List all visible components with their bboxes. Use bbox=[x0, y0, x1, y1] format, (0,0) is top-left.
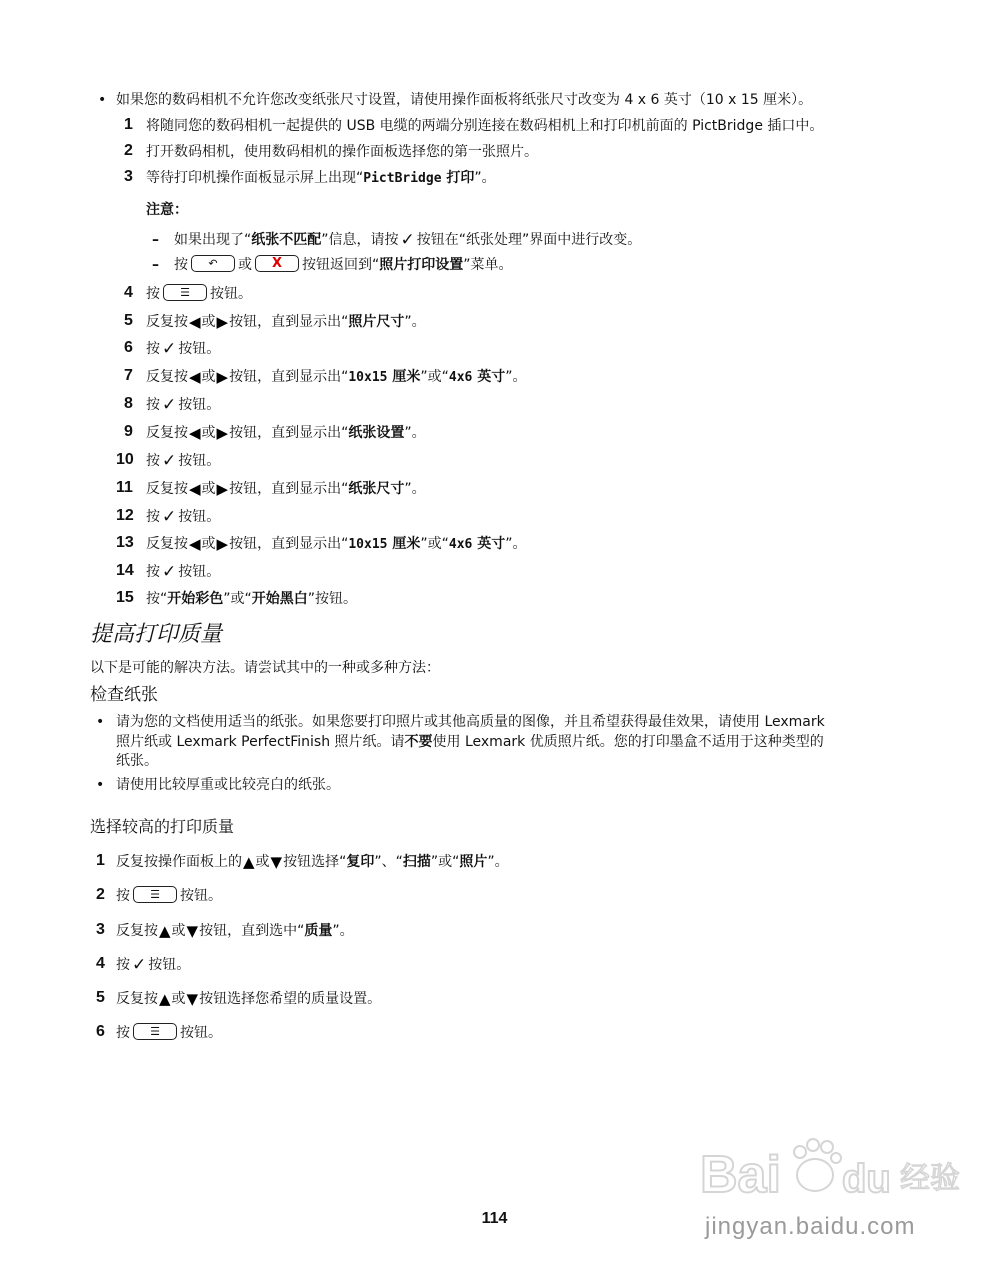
page-number: 114 bbox=[481, 1210, 508, 1227]
menu-button-icon: ☰ bbox=[133, 886, 177, 903]
step-number: 1 bbox=[96, 852, 105, 869]
left-arrow-icon: ◀ bbox=[189, 313, 201, 331]
step-number: 9 bbox=[124, 423, 133, 440]
svg-text:经验: 经验 bbox=[900, 1161, 960, 1196]
check-icon: ✓ bbox=[400, 230, 415, 250]
up-arrow-icon: ▲ bbox=[159, 922, 171, 940]
step-text: 按 ✓ 按钮。 bbox=[146, 395, 221, 415]
step-text: 反复按◀或▶按钮，直到显示出“纸张尺寸”。 bbox=[146, 480, 426, 498]
step-number: 4 bbox=[124, 284, 133, 301]
check-paper-text-line2: 照片纸或 Lexmark PerfectFinish 照片纸。请不要使用 Lexmark 优质照片纸。您的打印墨盒不适用于这种类型的 bbox=[116, 734, 824, 750]
up-arrow-icon: ▲ bbox=[159, 990, 171, 1008]
svg-text:Bai: Bai bbox=[700, 1146, 781, 1204]
step-text: 反复按◀或▶按钮，直到显示出“纸张设置”。 bbox=[146, 424, 426, 442]
menu-button-icon: ☰ bbox=[163, 284, 207, 301]
step-text: 按 ☰ 按钮。 bbox=[116, 887, 222, 904]
step-number: 8 bbox=[124, 395, 133, 412]
intro-bullet-text: 如果您的数码相机不允许您改变纸张尺寸设置，请使用操作面板将纸张尺寸改变为 4 x 6 英寸（10 x 15 厘米）。 bbox=[116, 92, 813, 108]
right-arrow-icon: ▶ bbox=[216, 480, 229, 498]
check-icon: ✓ bbox=[162, 451, 177, 471]
step-number: 6 bbox=[124, 339, 133, 356]
step-text: 反复按操作面板上的▲或▼按钮选择“复印”、“扫描”或“照片”。 bbox=[116, 853, 509, 871]
bullet-dot: • bbox=[96, 714, 105, 730]
right-arrow-icon: ▶ bbox=[216, 424, 229, 442]
step-number: 2 bbox=[96, 886, 105, 903]
note-item-1: 如果出现了“纸张不匹配”信息，请按 ✓ 按钮在“纸张处理”界面中进行改变。 bbox=[174, 230, 642, 250]
step-text: 反复按◀或▶按钮，直到显示出“10x15 厘米”或“4x6 英寸”。 bbox=[146, 535, 527, 553]
section-title: 提高打印质量 bbox=[90, 621, 223, 646]
bullet-dot: • bbox=[96, 777, 105, 793]
check-paper-text-line1: 请为您的文档使用适当的纸张。如果您要打印照片或其他高质量的图像，并且希望获得最佳效果，请使用 Lexmark bbox=[116, 714, 825, 730]
down-arrow-icon: ▼ bbox=[186, 990, 199, 1008]
note-item-2: 按 ↶ 或 X 按钮返回到“照片打印设置”菜单。 bbox=[174, 255, 513, 273]
up-arrow-icon: ▲ bbox=[243, 853, 255, 871]
step-number: 7 bbox=[124, 367, 133, 384]
step-text: 将随同您的数码相机一起提供的 USB 电缆的两端分别连接在数码相机上和打印机前面的 PictBridge 插口中。 bbox=[146, 118, 824, 134]
step-text: 按 ☰ 按钮。 bbox=[116, 1024, 222, 1041]
step-number: 14 bbox=[116, 562, 134, 579]
check-icon: ✓ bbox=[132, 955, 147, 975]
step-text: 按 ☰ 按钮。 bbox=[146, 285, 252, 302]
step-text: 按 ✓ 按钮。 bbox=[146, 507, 221, 527]
left-arrow-icon: ◀ bbox=[189, 480, 201, 498]
step-text: 按 ✓ 按钮。 bbox=[146, 339, 221, 359]
check-paper-text-line3: 纸张。 bbox=[116, 753, 158, 769]
step-number: 12 bbox=[116, 507, 134, 524]
cancel-button-icon: X bbox=[255, 255, 299, 272]
bullet-dot: • bbox=[98, 92, 107, 108]
down-arrow-icon: ▼ bbox=[270, 853, 283, 871]
subsection-title-quality: 选择较高的打印质量 bbox=[90, 817, 235, 836]
svg-text:du: du bbox=[842, 1157, 891, 1201]
step-number: 3 bbox=[96, 921, 105, 938]
step-number: 11 bbox=[116, 479, 133, 496]
step-number: 6 bbox=[96, 1023, 105, 1040]
subsection-title-check-paper: 检查纸张 bbox=[90, 685, 158, 705]
step-text: 反复按◀或▶按钮，直到显示出“10x15 厘米”或“4x6 英寸”。 bbox=[146, 368, 527, 386]
left-arrow-icon: ◀ bbox=[189, 424, 201, 442]
dash: – bbox=[152, 257, 159, 273]
right-arrow-icon: ▶ bbox=[216, 313, 229, 331]
back-button-icon: ↶ bbox=[191, 255, 235, 272]
check-icon: ✓ bbox=[162, 562, 177, 582]
step-number: 1 bbox=[124, 116, 133, 133]
step-text: 按“开始彩色”或“开始黑白”按钮。 bbox=[146, 591, 358, 607]
step-text: 反复按▲或▼按钮，直到选中“质量”。 bbox=[116, 922, 354, 940]
watermark-url: jingyan.baidu.com bbox=[705, 1213, 916, 1240]
check-icon: ✓ bbox=[162, 339, 177, 359]
right-arrow-icon: ▶ bbox=[216, 535, 229, 553]
step-number: 13 bbox=[116, 534, 134, 551]
dash: – bbox=[152, 232, 159, 248]
section-intro: 以下是可能的解决方法。请尝试其中的一种或多种方法： bbox=[90, 660, 440, 676]
check-icon: ✓ bbox=[162, 395, 177, 415]
step-number: 5 bbox=[124, 312, 133, 329]
step-text: 等待打印机操作面板显示屏上出现“PictBridge 打印”。 bbox=[146, 170, 496, 186]
step-number: 10 bbox=[116, 451, 134, 468]
step-number: 15 bbox=[116, 589, 134, 606]
left-arrow-icon: ◀ bbox=[189, 535, 201, 553]
step-text: 按 ✓ 按钮。 bbox=[146, 451, 221, 471]
down-arrow-icon: ▼ bbox=[186, 922, 199, 940]
check-icon: ✓ bbox=[162, 507, 177, 527]
check-paper-text-2: 请使用比较厚重或比较亮白的纸张。 bbox=[116, 777, 340, 793]
step-text: 按 ✓ 按钮。 bbox=[116, 955, 191, 975]
lcd-text: PictBridge bbox=[363, 171, 442, 186]
step-number: 4 bbox=[96, 955, 105, 972]
step-text: 反复按▲或▼按钮选择您希望的质量设置。 bbox=[116, 990, 382, 1008]
step-text: 按 ✓ 按钮。 bbox=[146, 562, 221, 582]
step-number: 2 bbox=[124, 142, 133, 159]
menu-button-icon: ☰ bbox=[133, 1023, 177, 1040]
step-text: 打开数码相机，使用数码相机的操作面板选择您的第一张照片。 bbox=[146, 144, 538, 160]
step-number: 5 bbox=[96, 989, 105, 1006]
left-arrow-icon: ◀ bbox=[189, 368, 201, 386]
step-number: 3 bbox=[124, 168, 133, 185]
step-text: 反复按◀或▶按钮，直到显示出“照片尺寸”。 bbox=[146, 313, 426, 331]
right-arrow-icon: ▶ bbox=[216, 368, 229, 386]
note-label: 注意： bbox=[146, 202, 188, 218]
